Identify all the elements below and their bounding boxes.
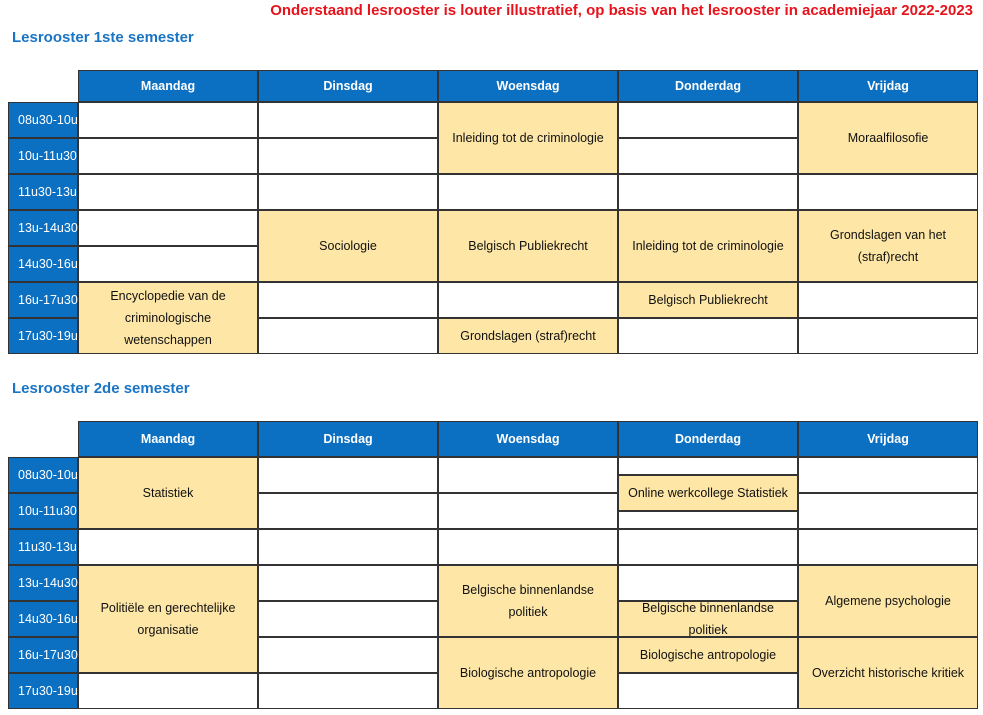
- course-block[interactable]: Belgische binnenlandse politiek: [618, 601, 798, 637]
- empty-slot: [258, 637, 438, 673]
- empty-slot: [438, 457, 618, 493]
- semester-2-title: Lesrooster 2de semester: [12, 380, 190, 397]
- course-block[interactable]: Moraalfilosofie: [798, 102, 978, 174]
- empty-slot: [78, 673, 258, 709]
- empty-slot: [258, 673, 438, 709]
- time-slot-s1: 17u30-19u: [8, 318, 78, 354]
- empty-slot: [618, 673, 798, 709]
- empty-slot: [258, 565, 438, 601]
- course-block[interactable]: Online werkcollege Statistiek: [618, 475, 798, 511]
- empty-slot: [258, 457, 438, 493]
- course-block[interactable]: Belgisch Publiekrecht: [438, 210, 618, 282]
- course-block[interactable]: Politiële en gerechtelijke organisatie: [78, 565, 258, 673]
- time-slot-s2: 17u30-19u: [8, 673, 78, 709]
- empty-slot: [258, 282, 438, 318]
- empty-slot: [618, 457, 798, 475]
- empty-slot: [618, 138, 798, 174]
- empty-slot: [258, 529, 438, 565]
- course-block[interactable]: Statistiek: [78, 457, 258, 529]
- empty-slot: [618, 102, 798, 138]
- empty-slot: [78, 529, 258, 565]
- empty-slot: [258, 601, 438, 637]
- empty-slot: [798, 318, 978, 354]
- empty-slot: [798, 493, 978, 529]
- empty-slot: [618, 511, 798, 529]
- time-slot-s2: 13u-14u30: [8, 565, 78, 601]
- day-header-s2-3: Donderdag: [618, 421, 798, 457]
- empty-slot: [438, 174, 618, 210]
- time-slot-s1: 11u30-13u: [8, 174, 78, 210]
- empty-slot: [258, 318, 438, 354]
- empty-slot: [618, 565, 798, 601]
- empty-slot: [258, 102, 438, 138]
- course-block[interactable]: Grondslagen van het (straf)recht: [798, 210, 978, 282]
- day-header-s2-1: Dinsdag: [258, 421, 438, 457]
- time-slot-s1: 08u30-10u: [8, 102, 78, 138]
- semester-1-title: Lesrooster 1ste semester: [12, 29, 194, 46]
- empty-slot: [438, 282, 618, 318]
- course-block[interactable]: Biologische antropologie: [618, 637, 798, 673]
- empty-slot: [78, 246, 258, 282]
- course-block[interactable]: Biologische antropologie: [438, 637, 618, 709]
- time-slot-s2: 08u30-10u: [8, 457, 78, 493]
- day-header-s1-1: Dinsdag: [258, 70, 438, 102]
- course-block[interactable]: Overzicht historische kritiek: [798, 637, 978, 709]
- time-slot-s1: 10u-11u30: [8, 138, 78, 174]
- course-block[interactable]: Inleiding tot de criminologie: [618, 210, 798, 282]
- day-header-s2-0: Maandag: [78, 421, 258, 457]
- empty-slot: [438, 529, 618, 565]
- empty-slot: [618, 529, 798, 565]
- course-block[interactable]: Sociologie: [258, 210, 438, 282]
- empty-slot: [618, 318, 798, 354]
- day-header-s1-4: Vrijdag: [798, 70, 978, 102]
- course-block[interactable]: Inleiding tot de criminologie: [438, 102, 618, 174]
- time-slot-s2: 16u-17u30: [8, 637, 78, 673]
- time-slot-s1: 16u-17u30: [8, 282, 78, 318]
- course-block[interactable]: Belgisch Publiekrecht: [618, 282, 798, 318]
- empty-slot: [798, 457, 978, 493]
- empty-slot: [438, 493, 618, 529]
- illustrative-notice: Onderstaand lesrooster is louter illustratief, op basis van het lesrooster in academiejaar 2022-2023: [270, 2, 973, 19]
- empty-slot: [78, 102, 258, 138]
- empty-slot: [258, 138, 438, 174]
- day-header-s1-2: Woensdag: [438, 70, 618, 102]
- empty-slot: [798, 282, 978, 318]
- time-slot-s2: 14u30-16u: [8, 601, 78, 637]
- empty-slot: [78, 174, 258, 210]
- empty-slot: [78, 210, 258, 246]
- day-header-s2-2: Woensdag: [438, 421, 618, 457]
- course-block[interactable]: Algemene psychologie: [798, 565, 978, 637]
- empty-slot: [78, 138, 258, 174]
- day-header-s1-3: Donderdag: [618, 70, 798, 102]
- empty-slot: [798, 174, 978, 210]
- course-block[interactable]: Belgische binnenlandse politiek: [438, 565, 618, 637]
- day-header-s2-4: Vrijdag: [798, 421, 978, 457]
- empty-slot: [258, 493, 438, 529]
- empty-slot: [798, 529, 978, 565]
- empty-slot: [258, 174, 438, 210]
- empty-slot: [618, 174, 798, 210]
- day-header-s1-0: Maandag: [78, 70, 258, 102]
- course-block[interactable]: Encyclopedie van de criminologische wetenschappen: [78, 282, 258, 354]
- course-block[interactable]: Grondslagen (straf)recht: [438, 318, 618, 354]
- time-slot-s1: 13u-14u30: [8, 210, 78, 246]
- time-slot-s1: 14u30-16u: [8, 246, 78, 282]
- time-slot-s2: 10u-11u30: [8, 493, 78, 529]
- time-slot-s2: 11u30-13u: [8, 529, 78, 565]
